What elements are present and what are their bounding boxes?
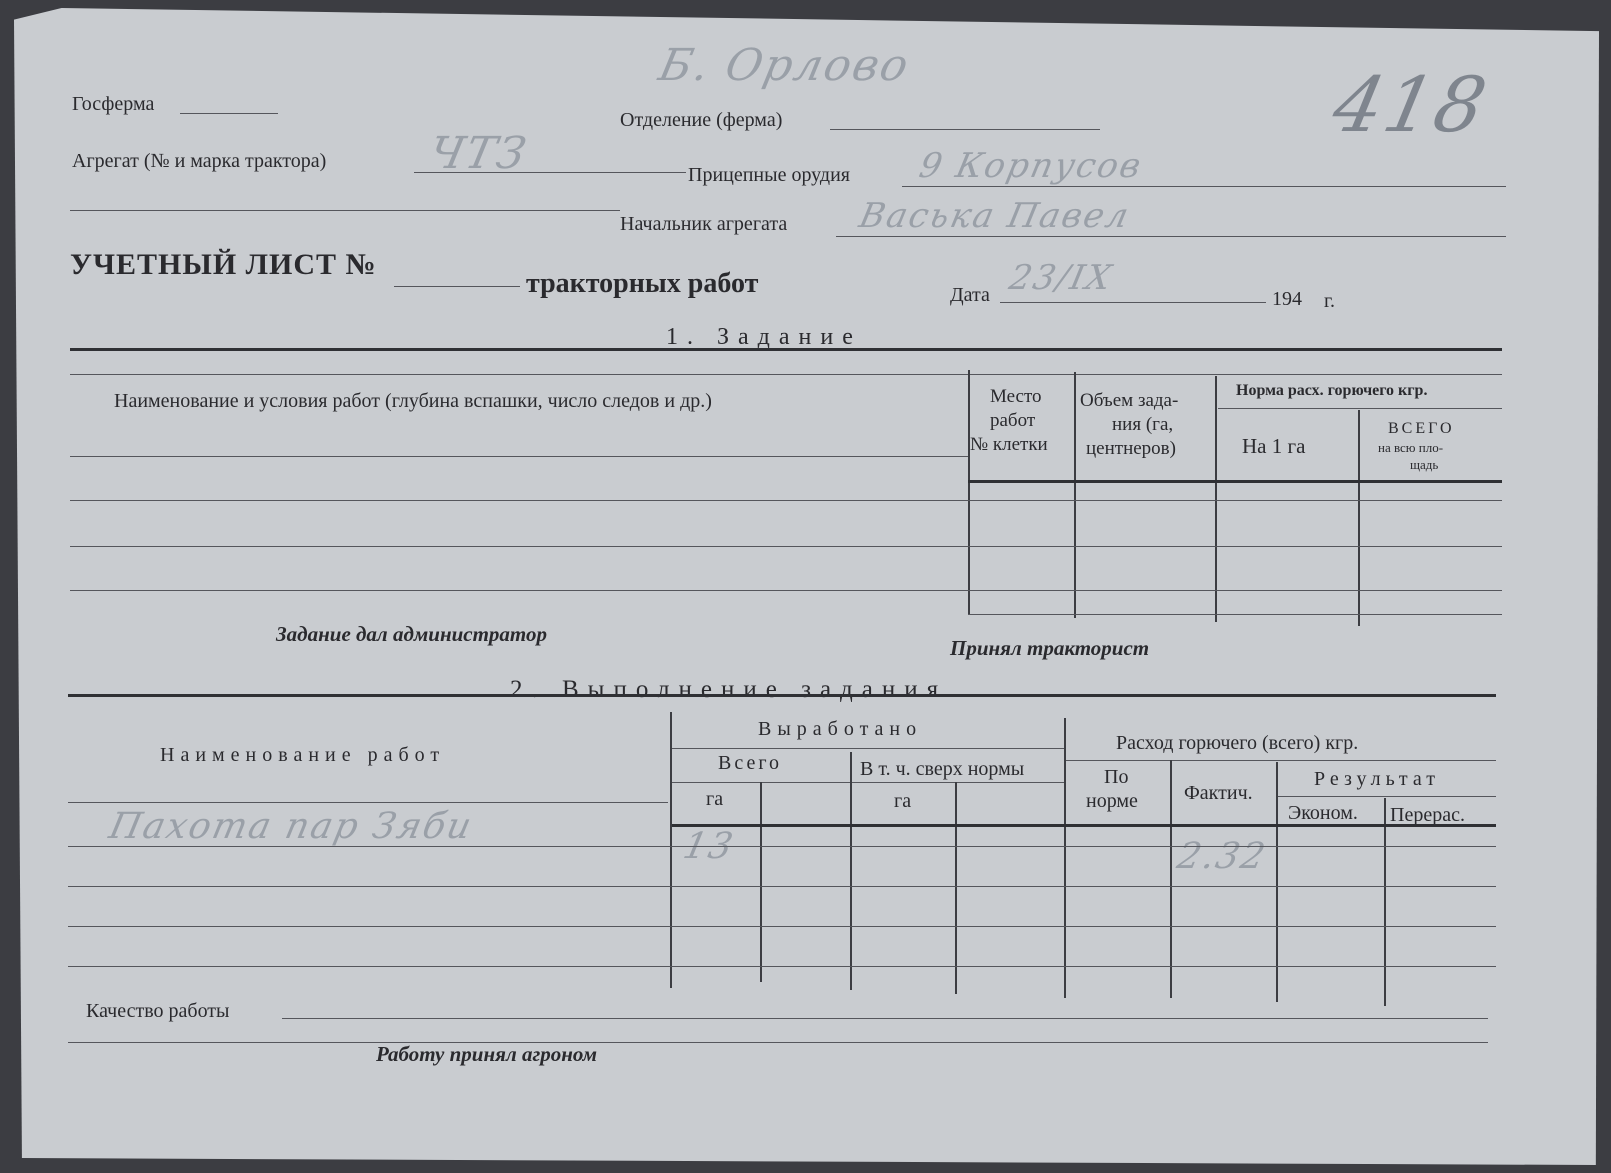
gosferma-label: Госферма	[72, 93, 155, 115]
s2-col-worked: Выработано	[758, 718, 923, 740]
section1-top-rule	[70, 348, 1502, 351]
s2-vline-8	[1384, 798, 1386, 1006]
s2-col-result: Результат	[1314, 768, 1441, 790]
s2-worked-rule	[672, 748, 1064, 749]
s2-col-actual: Фактич.	[1184, 782, 1253, 804]
s2-col-by-norm-1: По	[1104, 766, 1129, 788]
s1-col-place-3: № клетки	[970, 434, 1048, 455]
pricepnye-value: 9 Корпусов	[915, 146, 1147, 186]
year-label: 194	[1272, 288, 1302, 310]
s1-col-norm-total-2: на всю пло-	[1378, 440, 1444, 455]
date-label: Дата	[950, 284, 990, 306]
s2-row-line-1	[68, 846, 1496, 847]
s2-col-total: Всего	[718, 752, 783, 774]
s2-col-overuse: Перерас.	[1390, 804, 1465, 826]
s1-row-line-4	[70, 590, 1502, 591]
agregat-line	[414, 172, 686, 173]
pricepnye-line	[902, 186, 1506, 187]
s2-col-ha-2: га	[894, 790, 912, 812]
s2-vline-2	[760, 782, 762, 982]
agregat-extra-line	[70, 210, 620, 211]
s2-col-over: В т. ч. сверх нормы	[860, 758, 1025, 780]
corner-number: 418	[1325, 60, 1496, 149]
s2-row1-actual: 2.32	[1173, 836, 1271, 877]
s1-vline-2	[1074, 372, 1076, 618]
works-title: тракторных работ	[526, 268, 759, 299]
s1-col-name: Наименование и условия работ (глубина вспашки, число следов и др.)	[114, 390, 712, 412]
s2-result-rule	[1278, 796, 1496, 797]
s1-col-place-2: работ	[990, 410, 1036, 431]
s1-col-norm: Норма расх. горючего кгр.	[1236, 382, 1428, 399]
top-handwriting: Б. Орлово	[654, 40, 915, 91]
s1-norm-rule	[1218, 408, 1502, 409]
s2-row-line-3	[68, 926, 1496, 927]
s1-col-norm-total-1: ВСЕГО	[1388, 420, 1455, 437]
year-suffix: г.	[1324, 290, 1335, 312]
nachalnik-line	[836, 236, 1506, 237]
sheet-title: УЧЕТНЫЙ ЛИСТ №	[70, 248, 377, 281]
s2-col-name: Наименование работ	[160, 744, 446, 766]
quality-label: Качество работы	[86, 1000, 230, 1022]
s2-vline-6	[1170, 760, 1172, 998]
s1-vline-4	[1358, 410, 1360, 626]
s2-col-econ: Эконом.	[1288, 802, 1358, 824]
s1-col-volume-2: ния (га,	[1112, 414, 1174, 435]
s1-vline-3	[1215, 376, 1217, 622]
s2-vline-1	[670, 712, 672, 988]
tractorist-sign-label: Принял тракторист	[950, 636, 1150, 660]
quality-line	[282, 1018, 1488, 1019]
gosferma-line	[180, 113, 278, 114]
section1-header-top	[70, 374, 1502, 375]
s1-vline-1	[968, 370, 970, 614]
s2-fuel-rule	[1066, 760, 1496, 761]
s1-col-volume-1: Объем зада-	[1080, 390, 1179, 411]
s2-sub-rule	[672, 782, 1064, 783]
s2-col-by-norm-2: норме	[1086, 790, 1138, 812]
s2-row1-name: Пахота пар Зяби	[105, 806, 477, 847]
s1-col-norm-total-3: щадь	[1410, 457, 1439, 472]
s2-vline-5	[1064, 718, 1066, 998]
date-line	[1000, 302, 1266, 303]
agronom-sign-label: Работу принял агроном	[376, 1042, 597, 1066]
s2-vline-4	[955, 782, 957, 994]
agregat-label: Агрегат (№ и марка трактора)	[72, 150, 327, 172]
otdelenie-label: Отделение (ферма)	[620, 109, 783, 131]
s1-row-line-2	[70, 500, 1502, 501]
s1-col-place-1: Место	[990, 386, 1042, 407]
s2-vline-3	[850, 752, 852, 990]
section2-top-rule	[68, 694, 1496, 697]
s2-col-fuel: Расход горючего (всего) кгр.	[1116, 732, 1359, 754]
nachalnik-label: Начальник агрегата	[620, 213, 788, 235]
section1-heading: 1. Задание	[666, 324, 862, 350]
s2-header-bottom-left	[68, 802, 668, 803]
sheet-number-line	[394, 286, 520, 287]
s1-row-line-3	[70, 546, 1502, 547]
s2-row-line-4	[68, 966, 1496, 967]
agregat-value: ЧТЗ	[424, 128, 533, 179]
s2-row1-ha: 13	[679, 826, 739, 867]
nachalnik-value: Васька Павел	[855, 196, 1134, 236]
s1-col-norm-ha: На 1 га	[1242, 434, 1306, 458]
quality-line-2	[68, 1042, 1488, 1043]
otdelenie-line	[830, 129, 1100, 130]
admin-sign-label: Задание дал администратор	[276, 622, 547, 646]
s1-col-volume-3: центнеров)	[1086, 438, 1176, 459]
date-value: 23/IX	[1005, 258, 1117, 298]
pricepnye-label: Прицепные орудия	[688, 164, 851, 186]
s1-row-line-5	[968, 614, 1502, 615]
section2-heading: 2. Выполнение задания	[510, 676, 948, 703]
s1-row-line-1	[70, 456, 968, 457]
s2-header-bottom	[672, 824, 1496, 827]
s2-row-line-2	[68, 886, 1496, 887]
s1-header-bottom	[968, 480, 1502, 483]
s2-col-ha-1: га	[706, 788, 724, 810]
